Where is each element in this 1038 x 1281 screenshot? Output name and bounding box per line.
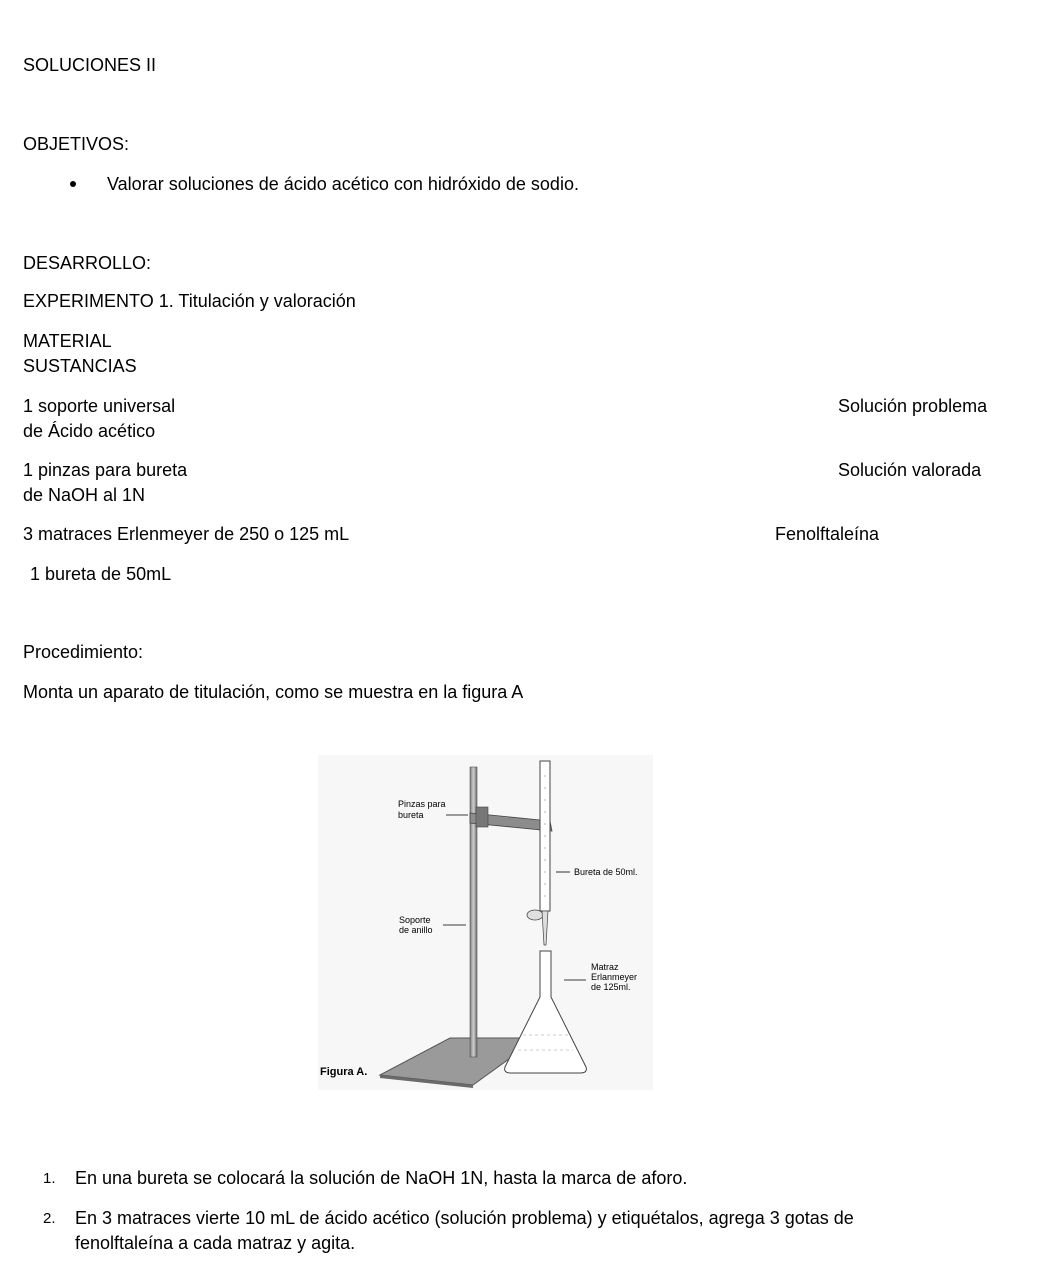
label-stand: Soporte [399,915,431,925]
material-item: 1 soporte universal [23,396,176,416]
material-heading: MATERIAL [23,331,112,351]
substance-item: Fenolftaleína [775,524,880,544]
material-item: 1 pinzas para bureta [23,460,188,480]
substance-item-continuation: de Ácido acético [23,421,156,441]
label-flask: Erlanmeyer [591,972,638,982]
step-number: 2. [43,1210,56,1227]
bullet-icon [70,181,76,187]
clamp-knob [476,807,488,827]
objective-item: Valorar soluciones de ácido acético con hidróxido de sodio. [107,174,579,194]
titration-figure [318,755,653,1090]
label-clamp: bureta [398,810,424,820]
label-clamp: Pinzas para [398,799,446,809]
procedure-intro: Monta un aparato de titulación, como se muestra en la figura A [23,682,524,702]
step-text: En una bureta se colocará la solución de NaOH 1N, hasta la marca de aforo. [75,1168,688,1188]
development-heading: DESARROLLO: [23,253,152,273]
procedure-heading: Procedimiento: [23,642,144,662]
substance-item-continuation: de NaOH al 1N [23,485,146,505]
document-title: SOLUCIONES II [23,55,157,75]
label-flask: de 125ml. [591,982,631,992]
substance-item: Solución problema [838,396,988,416]
burette-stopcock [527,910,543,920]
label-burette: Bureta de 50ml. [574,867,638,877]
label-flask: Matraz [591,962,619,972]
substances-heading: SUSTANCIAS [23,356,137,376]
figure-caption: Figura A. [320,1066,368,1078]
material-item: 3 matraces Erlenmeyer de 250 o 125 mL [23,524,350,544]
objectives-heading: OBJETIVOS: [23,134,130,154]
experiment-title: EXPERIMENTO 1. Titulación y valoración [23,291,356,311]
step-number: 1. [43,1170,56,1187]
step-text: En 3 matraces vierte 10 mL de ácido acético (solución problema) y etiquétalos, agrega 3 gotas de [75,1208,854,1228]
label-stand: de anillo [399,925,433,935]
material-item: 1 bureta de 50mL [30,564,172,584]
substance-item: Solución valorada [838,460,982,480]
step-text-continuation: fenolftaleína a cada matraz y agita. [75,1233,356,1253]
